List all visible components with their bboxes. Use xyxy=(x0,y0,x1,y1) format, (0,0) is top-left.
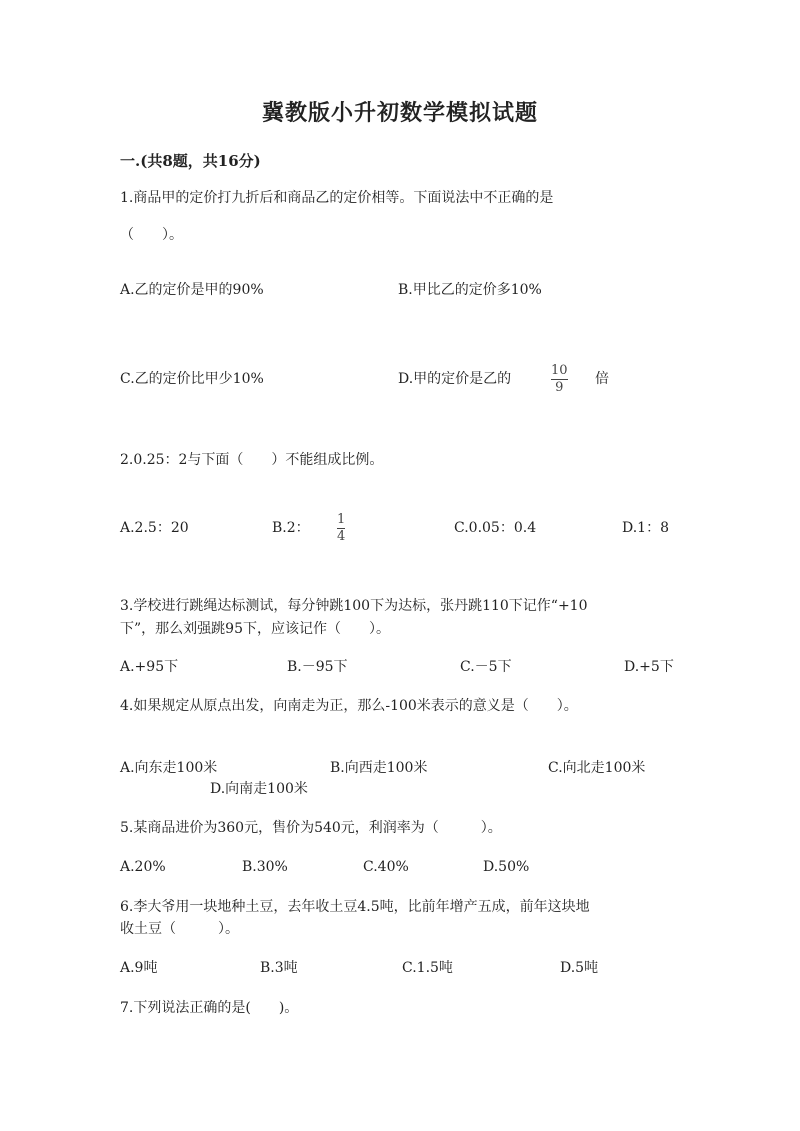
question-2-text: 2.0.25：2与下面（ ）不能组成比例。 xyxy=(120,452,384,468)
question-1-option-d-suffix: 倍 xyxy=(595,371,609,387)
page-title: 冀教版小升初数学模拟试题 xyxy=(261,100,538,126)
fraction-denominator: 4 xyxy=(337,529,346,544)
fraction-denominator: 9 xyxy=(555,380,564,395)
question-1-text: 1.商品甲的定价打九折后和商品乙的定价相等。下面说法中不正确的是 xyxy=(120,190,554,206)
question-6-option-b[interactable]: B.3吨 xyxy=(260,960,298,976)
question-2-option-d[interactable]: D.1：8 xyxy=(622,520,669,536)
question-3-option-d[interactable]: D.+5下 xyxy=(624,659,674,675)
fraction-numerator: 10 xyxy=(551,363,568,378)
question-6-text-cont: 收土豆（ ）。 xyxy=(120,921,239,937)
question-5-option-c[interactable]: C.40% xyxy=(363,859,409,875)
question-4-option-a[interactable]: A.向东走100米 xyxy=(120,760,218,776)
question-3-text: 3.学校进行跳绳达标测试，每分钟跳100下为达标，张丹跳110下记作“+10 xyxy=(120,598,588,614)
section-header: 一.(共8题，共16分) xyxy=(120,152,261,170)
question-1-option-b[interactable]: B.甲比乙的定价多10% xyxy=(398,282,542,298)
question-5-option-d[interactable]: D.50% xyxy=(483,859,530,875)
question-1-option-d-label[interactable]: D.甲的定价是乙的 xyxy=(398,371,512,387)
question-2-option-a[interactable]: A.2.5：20 xyxy=(120,520,189,536)
question-7-text: 7.下列说法正确的是( )。 xyxy=(120,1000,299,1016)
question-5-option-b[interactable]: B.30% xyxy=(242,859,288,875)
question-2-option-b-fraction xyxy=(337,513,345,544)
question-1-option-d-fraction xyxy=(551,364,568,395)
question-4-text: 4.如果规定从原点出发，向南走为正，那么-100米表示的意义是（ ）。 xyxy=(120,698,578,714)
question-2-option-c[interactable]: C.0.05：0.4 xyxy=(454,520,537,536)
question-6-option-d[interactable]: D.5吨 xyxy=(560,960,599,976)
question-6-option-c[interactable]: C.1.5吨 xyxy=(402,960,453,976)
question-2-option-b-label[interactable]: B.2： xyxy=(272,520,310,536)
question-6-option-a[interactable]: A.9吨 xyxy=(120,960,158,976)
question-1-text-cont: （ ）。 xyxy=(120,227,183,243)
question-5-text: 5.某商品进价为360元，售价为540元，利润率为（ ）。 xyxy=(120,820,502,836)
question-1-option-a[interactable]: A.乙的定价是甲的90% xyxy=(120,282,264,298)
question-1-option-c[interactable]: C.乙的定价比甲少10% xyxy=(120,371,264,387)
question-4-option-d[interactable]: D.向南走100米 xyxy=(210,781,308,797)
question-4-option-c[interactable]: C.向北走100米 xyxy=(548,760,646,776)
question-3-option-a[interactable]: A.+95下 xyxy=(120,659,179,675)
question-6-text: 6.李大爷用一块地种土豆，去年收土豆4.5吨，比前年增产五成，前年这块地 xyxy=(120,899,590,915)
question-3-option-b[interactable]: B.－95下 xyxy=(287,659,348,675)
question-4-option-b[interactable]: B.向西走100米 xyxy=(330,760,428,776)
question-5-option-a[interactable]: A.20% xyxy=(120,859,166,875)
fraction-numerator: 1 xyxy=(337,512,346,527)
question-3-text-cont: 下”，那么刘强跳95下，应该记作（ ）。 xyxy=(120,621,390,637)
question-3-option-c[interactable]: C.－5下 xyxy=(460,659,512,675)
